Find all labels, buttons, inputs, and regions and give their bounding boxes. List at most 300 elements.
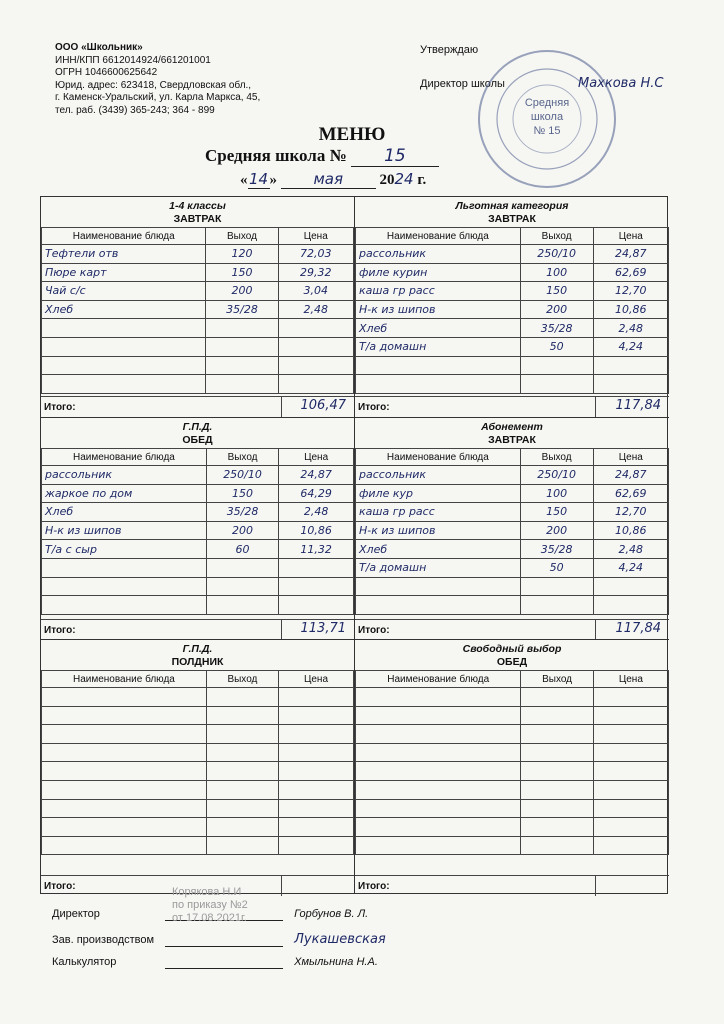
total-value: 106,47: [300, 398, 346, 413]
column-header-price: Цена: [593, 228, 668, 245]
cell-yield: [521, 836, 593, 855]
menu-table: [355, 227, 669, 394]
cell-name: Т/а домашн: [356, 558, 521, 577]
cell-name: [356, 688, 521, 707]
cell-yield: [520, 577, 593, 596]
cell-name: Хлеб: [42, 503, 207, 522]
cell-name: рассольник: [356, 466, 521, 485]
column-header-yield: Выход: [206, 671, 278, 688]
svg-text:школа: школа: [530, 111, 564, 123]
cell-price: [593, 375, 668, 394]
cell-name: Т/а с сыр: [42, 540, 207, 559]
cell-name: [42, 337, 206, 356]
cell-yield: 150: [206, 263, 278, 282]
cell-name: [356, 375, 521, 394]
cell-yield: 120: [206, 245, 278, 264]
table-row: [356, 577, 669, 596]
cell-price: 11,32: [279, 540, 354, 559]
cell-name: [356, 836, 521, 855]
cell-name: рассольник: [42, 466, 207, 485]
table-row: [356, 337, 669, 356]
table-row: [42, 725, 354, 744]
cell-price: [279, 799, 354, 818]
cell-yield: [521, 706, 593, 725]
approval-director-label: Директор школы: [420, 78, 505, 90]
cell-yield: [206, 337, 278, 356]
section-total: [355, 875, 669, 896]
table-row: [356, 300, 669, 319]
total-value: 117,84: [615, 398, 661, 413]
table-row: [42, 577, 354, 596]
cell-name: [42, 818, 207, 837]
cell-price: [279, 725, 354, 744]
cell-yield: 50: [520, 558, 593, 577]
total-label: Итого:: [44, 402, 76, 413]
menu-column-left: [41, 197, 355, 893]
table-row: [42, 356, 354, 375]
cell-price: [278, 319, 354, 338]
table-row: [42, 245, 354, 264]
section-category: Г.П.Д.: [182, 421, 213, 433]
cell-price: 24,87: [279, 466, 354, 485]
cell-name: [356, 762, 521, 781]
company-address-1: Юрид. адрес: 623418, Свердловская обл.,: [55, 79, 252, 91]
table-row: [356, 540, 669, 559]
cell-yield: [206, 688, 278, 707]
total-divider: [595, 620, 596, 640]
cell-name: Тефтели отв: [42, 245, 206, 264]
cell-price: [279, 743, 354, 762]
cell-yield: 150: [206, 484, 278, 503]
column-header-yield: Выход: [206, 449, 278, 466]
cell-price: 24,87: [593, 466, 668, 485]
table-row: [356, 245, 669, 264]
cell-price: 12,70: [593, 503, 668, 522]
cell-yield: [520, 356, 593, 375]
section-category: Абонемент: [481, 421, 543, 433]
page-title: МЕНЮ: [318, 124, 386, 145]
section-total: [41, 619, 354, 640]
section-s2: [355, 197, 669, 417]
cell-name: [356, 799, 521, 818]
table-row: [42, 337, 354, 356]
sign-calculator-line: [165, 956, 283, 969]
table-row: [42, 319, 354, 338]
cell-yield: [206, 319, 278, 338]
company-phone: тел. раб. (3439) 365-243; 364 - 899: [55, 104, 215, 116]
cell-name: [356, 706, 521, 725]
cell-price: [593, 356, 668, 375]
section-header: [355, 418, 669, 448]
cell-name: [42, 706, 207, 725]
cell-yield: 35/28: [520, 319, 593, 338]
section-category: 1-4 классы: [169, 200, 226, 212]
total-value: 113,71: [300, 621, 346, 636]
cell-name: Т/а домашн: [356, 337, 521, 356]
cell-name: [42, 780, 207, 799]
table-row: [356, 799, 669, 818]
cell-yield: 35/28: [206, 300, 278, 319]
cell-yield: 200: [206, 521, 278, 540]
cell-price: [593, 780, 668, 799]
date-day: 14: [248, 170, 269, 188]
menu-table: [41, 227, 354, 394]
cell-price: 12,70: [593, 282, 668, 301]
cell-price: [278, 356, 354, 375]
order-stamp: Корякова Н.И по приказу №2 от 17.08.2021г.: [172, 886, 248, 924]
company-address-2: г. Каменск-Уральский, ул. Карла Маркса, 45,: [55, 92, 261, 104]
table-row: [42, 558, 354, 577]
cell-price: [593, 762, 668, 781]
cell-yield: [521, 688, 593, 707]
table-row: [356, 836, 669, 855]
cell-yield: [206, 596, 278, 615]
section-header: [41, 640, 354, 670]
cell-name: [42, 356, 206, 375]
cell-yield: 35/28: [520, 540, 593, 559]
table-row: [356, 706, 669, 725]
table-row: [356, 282, 669, 301]
cell-yield: [521, 799, 593, 818]
table-row: [356, 558, 669, 577]
table-row: [42, 706, 354, 725]
section-meal: ЗАВТРАК: [488, 213, 536, 225]
cell-price: 2,48: [593, 319, 668, 338]
table-row: [356, 725, 669, 744]
table-row: [42, 503, 354, 522]
cell-name: [42, 725, 207, 744]
cell-price: [593, 706, 668, 725]
cell-yield: 100: [520, 484, 593, 503]
table-row: [356, 263, 669, 282]
section-meal: ЗАВТРАК: [173, 213, 222, 225]
total-divider: [281, 876, 282, 896]
table-row: [42, 799, 354, 818]
cell-name: Н-к из шипов: [356, 300, 521, 319]
table-row: [356, 688, 669, 707]
menu-column-right: [355, 197, 669, 893]
svg-text:№ 15: № 15: [533, 125, 561, 137]
cell-price: [593, 743, 668, 762]
cell-name: [356, 780, 521, 799]
cell-yield: [521, 780, 593, 799]
menu-grid: [40, 196, 668, 894]
sign-calculator: [52, 956, 378, 969]
cell-yield: [521, 743, 593, 762]
cell-name: каша гр расс: [356, 282, 521, 301]
column-header-price: Цена: [279, 449, 354, 466]
cell-name: [42, 319, 206, 338]
svg-text:Средняя: Средняя: [524, 97, 570, 109]
cell-price: 3,04: [278, 282, 354, 301]
cell-price: 4,24: [593, 558, 668, 577]
cell-name: Пюре карт: [42, 263, 206, 282]
cell-name: [42, 558, 207, 577]
cell-yield: [521, 818, 593, 837]
cell-price: [593, 688, 668, 707]
cell-price: 2,48: [278, 300, 354, 319]
section-meal: ОБЕД: [496, 656, 528, 668]
sign-production-line: [165, 934, 283, 947]
date-year: 24: [394, 170, 414, 188]
company-inn: ИНН/КПП 6612014924/661201001: [55, 54, 211, 66]
section-category: Свободный выбор: [462, 643, 562, 655]
cell-yield: [206, 762, 278, 781]
approval-label: Утверждаю: [420, 44, 479, 56]
section-total: [355, 619, 669, 640]
section-category: Льготная категория: [455, 200, 569, 212]
cell-yield: [206, 706, 278, 725]
total-label: Итого:: [358, 625, 390, 636]
column-header-name: Наименование блюда: [356, 228, 521, 245]
cell-price: [593, 577, 668, 596]
cell-name: [42, 688, 207, 707]
table-row: [356, 356, 669, 375]
table-row: [42, 375, 354, 394]
cell-name: Н-к из шипов: [42, 521, 207, 540]
total-label: Итого:: [44, 881, 76, 892]
cell-price: 24,87: [593, 245, 668, 264]
cell-name: [42, 743, 207, 762]
cell-yield: [206, 577, 278, 596]
cell-price: [279, 780, 354, 799]
table-row: [356, 484, 669, 503]
cell-price: [279, 706, 354, 725]
table-row: [42, 836, 354, 855]
table-row: [356, 596, 669, 615]
cell-yield: 250/10: [206, 466, 278, 485]
cell-yield: [206, 725, 278, 744]
cell-yield: 250/10: [520, 245, 593, 264]
cell-name: [42, 577, 207, 596]
cell-yield: [206, 558, 278, 577]
company-name: ООО «Школьник»: [55, 42, 143, 53]
table-row: [356, 375, 669, 394]
cell-yield: 150: [520, 282, 593, 301]
cell-price: 64,29: [279, 484, 354, 503]
total-value: 117,84: [615, 621, 661, 636]
cell-price: 10,86: [593, 521, 668, 540]
cell-name: [356, 596, 521, 615]
sign-director-role: Директор: [52, 908, 100, 920]
cell-price: 72,03: [278, 245, 354, 264]
column-header-name: Наименование блюда: [42, 671, 207, 688]
table-row: [42, 466, 354, 485]
cell-price: [279, 577, 354, 596]
cell-price: 62,69: [593, 263, 668, 282]
approval-signature: Махкова Н.С: [578, 76, 664, 91]
cell-name: [42, 762, 207, 781]
table-row: [356, 743, 669, 762]
cell-name: [356, 577, 521, 596]
section-header: [41, 418, 354, 448]
total-divider: [595, 876, 596, 896]
column-header-yield: Выход: [206, 228, 278, 245]
cell-name: [42, 799, 207, 818]
cell-yield: 35/28: [206, 503, 278, 522]
cell-price: 29,32: [278, 263, 354, 282]
sign-director-name: Горбунов В. Л.: [294, 908, 369, 920]
cell-price: [279, 836, 354, 855]
column-header-yield: Выход: [521, 671, 593, 688]
cell-price: 62,69: [593, 484, 668, 503]
menu-table: [41, 448, 354, 615]
menu-date: «14» мая 2024 г.: [240, 170, 427, 188]
table-row: [42, 818, 354, 837]
cell-yield: 200: [206, 282, 278, 301]
section-meal: ПОЛДНИК: [171, 656, 224, 668]
cell-yield: [206, 836, 278, 855]
table-row: [356, 762, 669, 781]
cell-price: 10,86: [593, 300, 668, 319]
table-row: [356, 521, 669, 540]
cell-price: [593, 596, 668, 615]
table-row: [356, 503, 669, 522]
cell-price: [278, 375, 354, 394]
cell-price: [279, 818, 354, 837]
table-row: [42, 743, 354, 762]
cell-yield: 150: [520, 503, 593, 522]
cell-price: [279, 596, 354, 615]
school-seal: [476, 48, 618, 190]
cell-yield: 50: [520, 337, 593, 356]
section-total: [41, 396, 354, 417]
menu-table: [355, 670, 669, 855]
section-s4: [355, 417, 669, 640]
total-divider: [281, 620, 282, 640]
table-row: [42, 596, 354, 615]
menu-table: [355, 448, 669, 615]
section-header: [41, 197, 354, 227]
cell-price: [279, 688, 354, 707]
cell-yield: [206, 375, 278, 394]
table-row: [42, 484, 354, 503]
company-info: [55, 42, 260, 118]
cell-price: 10,86: [279, 521, 354, 540]
total-label: Итого:: [358, 402, 390, 413]
sign-production-role: Зав. производством: [52, 934, 155, 946]
cell-name: Чай с/с: [42, 282, 206, 301]
column-header-yield: Выход: [520, 449, 593, 466]
school-number: [205, 146, 505, 167]
cell-price: [279, 558, 354, 577]
section-s5: [41, 639, 354, 896]
cell-price: 4,24: [593, 337, 668, 356]
cell-yield: [206, 356, 278, 375]
column-header-price: Цена: [593, 449, 668, 466]
cell-price: [278, 337, 354, 356]
table-row: [42, 282, 354, 301]
cell-yield: 200: [520, 521, 593, 540]
section-s6: [355, 639, 669, 896]
cell-name: [42, 375, 206, 394]
school-label: Средняя школа №: [205, 146, 347, 165]
cell-price: [593, 836, 668, 855]
cell-name: Хлеб: [42, 300, 206, 319]
column-header-name: Наименование блюда: [356, 449, 521, 466]
section-total: [355, 396, 669, 417]
cell-name: филе кур: [356, 484, 521, 503]
cell-price: [593, 818, 668, 837]
cell-name: каша гр расс: [356, 503, 521, 522]
total-divider: [281, 397, 282, 417]
menu-table: [41, 670, 354, 855]
table-row: [356, 780, 669, 799]
cell-yield: [206, 818, 278, 837]
cell-yield: [520, 596, 593, 615]
sign-production-signature: Лукашевская: [294, 932, 386, 947]
sign-calculator-name: Хмыльнина Н.А.: [294, 956, 378, 968]
table-row: [356, 319, 669, 338]
cell-price: 2,48: [593, 540, 668, 559]
column-header-name: Наименование блюда: [42, 228, 206, 245]
cell-yield: [520, 375, 593, 394]
cell-yield: [206, 799, 278, 818]
cell-name: Хлеб: [356, 319, 521, 338]
cell-name: [356, 725, 521, 744]
table-row: [356, 818, 669, 837]
cell-name: [356, 818, 521, 837]
total-divider: [595, 397, 596, 417]
section-header: [355, 640, 669, 670]
cell-name: [356, 743, 521, 762]
cell-price: 2,48: [279, 503, 354, 522]
cell-name: [42, 836, 207, 855]
table-row: [42, 780, 354, 799]
column-header-name: Наименование блюда: [42, 449, 207, 466]
cell-name: Хлеб: [356, 540, 521, 559]
column-header-price: Цена: [279, 671, 354, 688]
column-header-name: Наименование блюда: [356, 671, 521, 688]
sign-calculator-role: Калькулятор: [52, 956, 117, 968]
cell-price: [279, 762, 354, 781]
cell-name: Н-к из шипов: [356, 521, 521, 540]
cell-name: жаркое по дом: [42, 484, 207, 503]
cell-name: филе курин: [356, 263, 521, 282]
cell-yield: [206, 743, 278, 762]
cell-name: [42, 596, 207, 615]
section-meal: ЗАВТРАК: [488, 434, 536, 446]
column-header-yield: Выход: [520, 228, 593, 245]
table-row: [42, 263, 354, 282]
section-meal: ОБЕД: [182, 434, 213, 446]
table-row: [42, 762, 354, 781]
section-header: [355, 197, 669, 227]
cell-yield: 100: [520, 263, 593, 282]
section-s3: [41, 417, 354, 640]
column-header-price: Цена: [593, 671, 668, 688]
total-label: Итого:: [44, 625, 76, 636]
cell-yield: [521, 725, 593, 744]
cell-price: [593, 725, 668, 744]
column-header-price: Цена: [278, 228, 354, 245]
cell-yield: 200: [520, 300, 593, 319]
section-category: Г.П.Д.: [182, 643, 213, 655]
table-row: [42, 300, 354, 319]
cell-yield: 60: [206, 540, 278, 559]
date-month: мая: [281, 170, 376, 189]
company-ogrn: ОГРН 1046600625642: [55, 67, 158, 79]
table-row: [42, 521, 354, 540]
school-number-value: 15: [351, 146, 439, 167]
cell-name: рассольник: [356, 245, 521, 264]
cell-yield: 250/10: [520, 466, 593, 485]
total-label: Итого:: [358, 881, 390, 892]
table-row: [356, 466, 669, 485]
cell-price: [593, 799, 668, 818]
cell-yield: [206, 780, 278, 799]
sign-production: [52, 932, 386, 947]
